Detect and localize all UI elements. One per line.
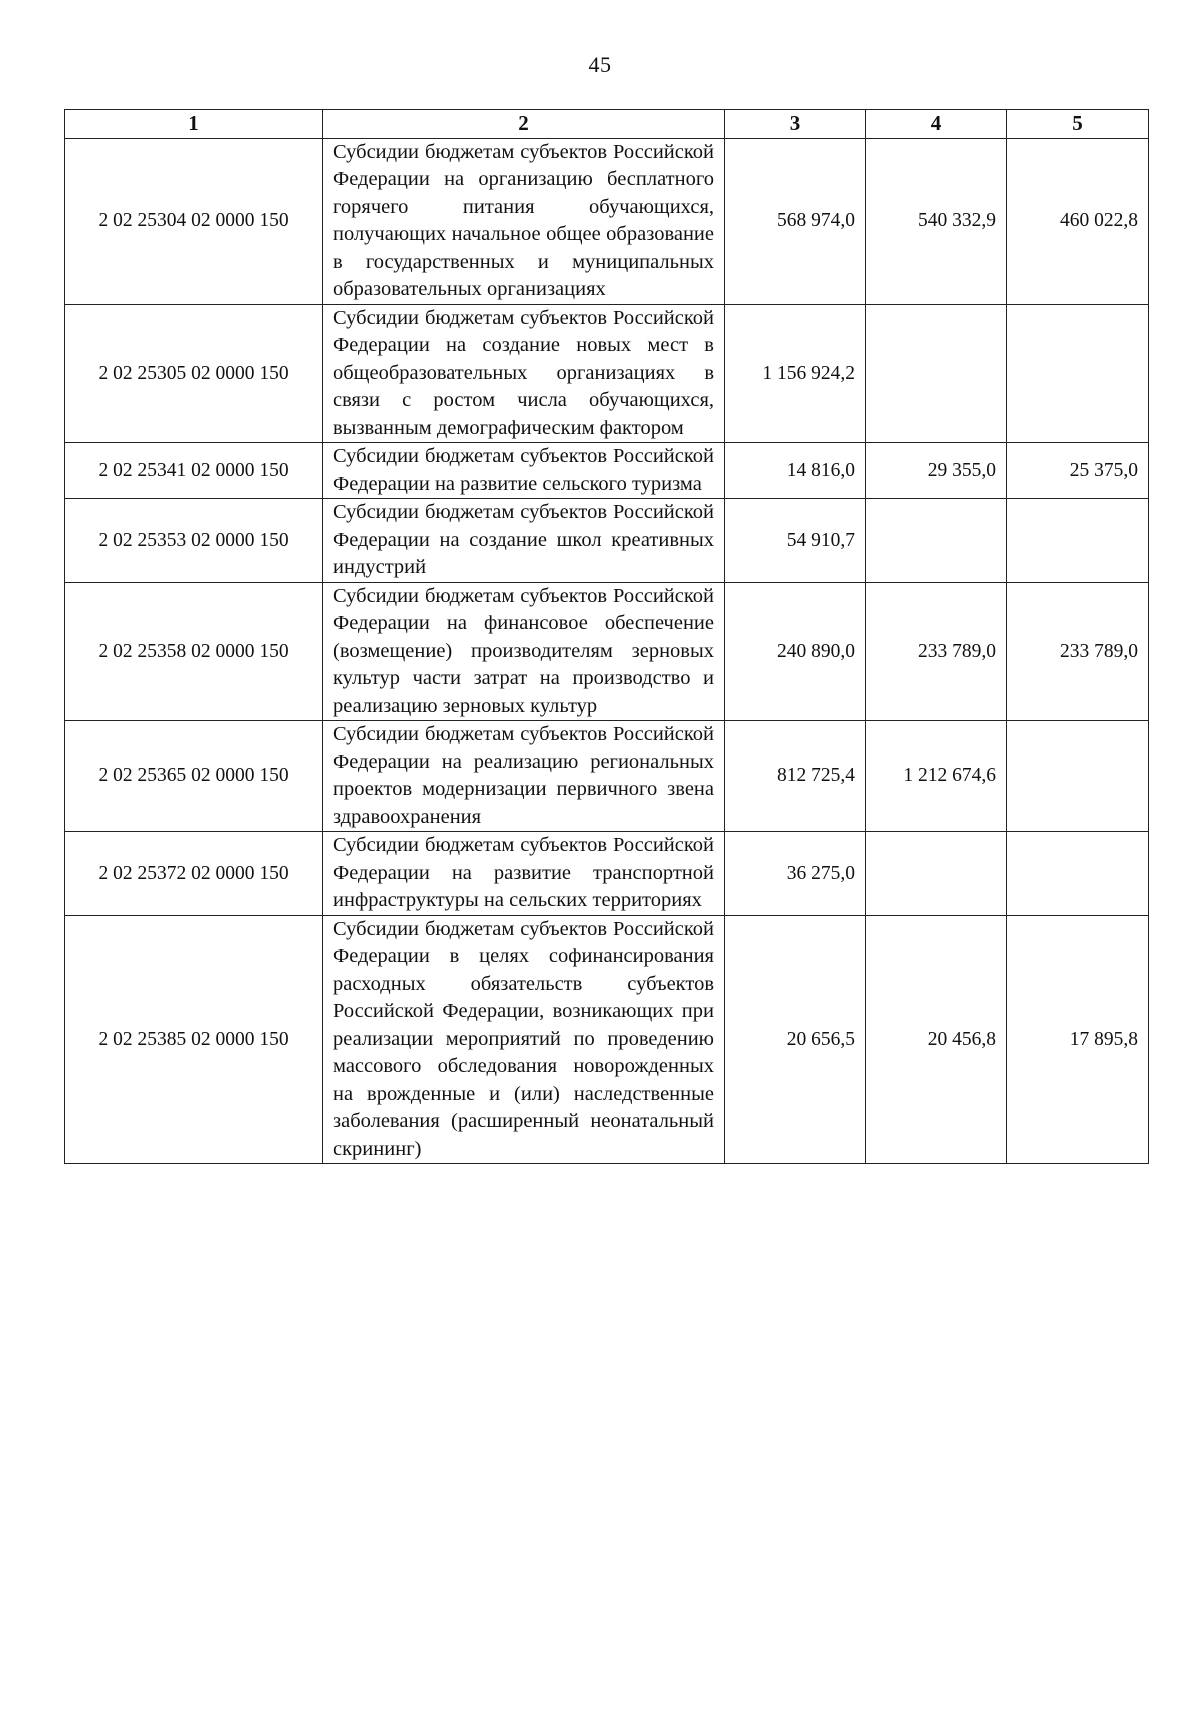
table-row (65, 304, 1149, 443)
amount-col-4 (866, 832, 1007, 916)
column-header-3: 3 (725, 110, 866, 139)
amount-col-4: 233 789,0 (866, 582, 1007, 721)
amount-col-3: 812 725,4 (725, 721, 866, 832)
amount-col-5 (1007, 721, 1149, 832)
amount-col-3: 1 156 924,2 (725, 304, 866, 443)
subsidy-name: Субсидии бюджетам субъектов Российской Федерации на развитие транспортной инфраструктуры на сельских территориях (323, 832, 725, 916)
table-row (65, 582, 1149, 721)
table-row (65, 443, 1149, 499)
table-header-row (65, 110, 1149, 139)
column-header-4: 4 (866, 110, 1007, 139)
budget-code: 2 02 25304 02 0000 150 (65, 138, 323, 304)
amount-col-3: 36 275,0 (725, 832, 866, 916)
amount-col-4 (866, 499, 1007, 583)
page-number: 45 (588, 52, 612, 77)
amount-col-5 (1007, 304, 1149, 443)
amount-col-5 (1007, 832, 1149, 916)
table-row (65, 832, 1149, 916)
amount-col-5 (1007, 499, 1149, 583)
table-row (65, 499, 1149, 583)
subsidy-name: Субсидии бюджетам субъектов Российской Федерации на создание новых мест в общеобразовательных организациях в связи с ростом числа обучающихся, вызванным демографическим фактором (323, 304, 725, 443)
amount-col-4: 1 212 674,6 (866, 721, 1007, 832)
column-header-1: 1 (65, 110, 323, 139)
amount-col-5: 25 375,0 (1007, 443, 1149, 499)
table-row (65, 138, 1149, 304)
budget-code: 2 02 25385 02 0000 150 (65, 915, 323, 1164)
subsidy-name: Субсидии бюджетам субъектов Российской Федерации на финансовое обеспечение (возмещение) производителям зерновых культур части затрат на производство и реализацию зерновых культур (323, 582, 725, 721)
table-row (65, 915, 1149, 1164)
amount-col-5: 460 022,8 (1007, 138, 1149, 304)
budget-table (64, 109, 1149, 1164)
amount-col-3: 568 974,0 (725, 138, 866, 304)
amount-col-3: 14 816,0 (725, 443, 866, 499)
amount-col-5: 17 895,8 (1007, 915, 1149, 1164)
budget-code: 2 02 25305 02 0000 150 (65, 304, 323, 443)
amount-col-3: 54 910,7 (725, 499, 866, 583)
subsidy-name: Субсидии бюджетам субъектов Российской Федерации на реализацию региональных проектов модернизации первичного звена здравоохранения (323, 721, 725, 832)
amount-col-4 (866, 304, 1007, 443)
subsidy-name: Субсидии бюджетам субъектов Российской Федерации на организацию бесплатного горячего питания обучающихся, получающих начальное общее образование в государственных и муниципальных образовательных организациях (323, 138, 725, 304)
budget-code: 2 02 25341 02 0000 150 (65, 443, 323, 499)
budget-code: 2 02 25358 02 0000 150 (65, 582, 323, 721)
amount-col-3: 20 656,5 (725, 915, 866, 1164)
subsidy-name: Субсидии бюджетам субъектов Российской Федерации в целях софинансирования расходных обязательств субъектов Российской Федерации, возникающих при реализации мероприятий по проведению массового обследования новорожденных на врожденные и (или) наследственные заболевания (расширенный неонатальный скрининг) (323, 915, 725, 1164)
budget-code: 2 02 25372 02 0000 150 (65, 832, 323, 916)
table-row (65, 721, 1149, 832)
column-header-2: 2 (323, 110, 725, 139)
amount-col-4: 540 332,9 (866, 138, 1007, 304)
subsidy-name: Субсидии бюджетам субъектов Российской Федерации на создание школ креативных индустрий (323, 499, 725, 583)
subsidy-name: Субсидии бюджетам субъектов Российской Федерации на развитие сельского туризма (323, 443, 725, 499)
amount-col-4: 29 355,0 (866, 443, 1007, 499)
amount-col-4: 20 456,8 (866, 915, 1007, 1164)
budget-code: 2 02 25353 02 0000 150 (65, 499, 323, 583)
amount-col-5: 233 789,0 (1007, 582, 1149, 721)
budget-code: 2 02 25365 02 0000 150 (65, 721, 323, 832)
amount-col-3: 240 890,0 (725, 582, 866, 721)
column-header-5: 5 (1007, 110, 1149, 139)
